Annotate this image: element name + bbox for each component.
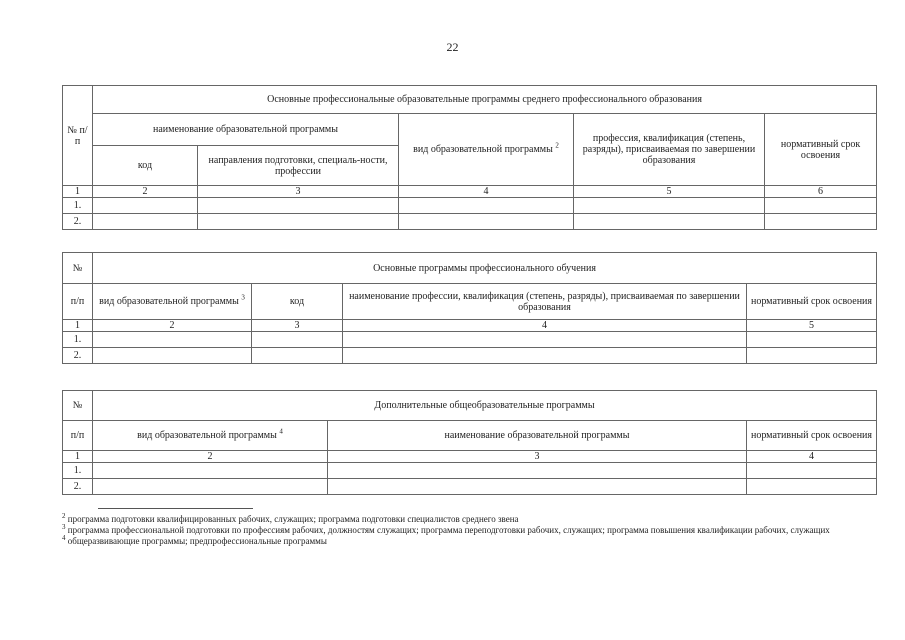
table-cell xyxy=(765,198,877,214)
table-cell xyxy=(252,332,343,348)
col-number: 4 xyxy=(747,451,877,463)
col-number: 5 xyxy=(574,186,765,198)
table-cell xyxy=(399,198,574,214)
col-number: 2 xyxy=(93,186,198,198)
table-cell xyxy=(747,348,877,364)
table-cell xyxy=(574,214,765,230)
table-cell xyxy=(93,214,198,230)
table-cell xyxy=(93,463,328,479)
program-type-header: вид образовательной программы $^4$ xyxy=(93,421,328,451)
vocational-training-table xyxy=(62,252,877,364)
row-number-header-bottom: п/п xyxy=(63,284,93,320)
footnote: $^4$ общеразвивающие программы; предпрофессиональные программы xyxy=(62,534,327,546)
col-number: 2 xyxy=(93,320,252,332)
spo-programs-table xyxy=(62,85,877,230)
footnote: $^3$ программа профессиональной подготовки по профессиям рабочих, должностям служащих; программа переподготовки рабочих, служащих; программа повышения квалификации рабочих, служащих xyxy=(62,523,830,535)
col-number: 4 xyxy=(343,320,747,332)
col-number: 1 xyxy=(63,186,93,198)
program-type-header: вид образовательной программы $^2$ xyxy=(399,114,574,186)
col-number: 6 xyxy=(765,186,877,198)
code-header: код xyxy=(93,146,198,186)
duration-header: нормативный срок освоения xyxy=(765,114,877,186)
table-title: Основные профессиональные образовательные программы среднего профессионального образования xyxy=(93,86,877,114)
table-cell xyxy=(93,198,198,214)
col-number: 4 xyxy=(399,186,574,198)
table-cell xyxy=(328,463,747,479)
duration-header: нормативный срок освоения xyxy=(747,284,877,320)
directions-header: направления подготовки, специаль-ности, профессии xyxy=(198,146,399,186)
footnotes xyxy=(62,514,862,547)
row-number: 1. xyxy=(63,463,93,479)
col-number: 3 xyxy=(252,320,343,332)
table-cell xyxy=(93,479,328,495)
row-number: 1. xyxy=(63,332,93,348)
table-cell xyxy=(328,479,747,495)
table-row xyxy=(63,348,877,364)
table-cell xyxy=(343,332,747,348)
table-row xyxy=(63,463,877,479)
row-number-header: № п/п xyxy=(63,86,93,186)
profession-header: наименование профессии, квалификация (степень, разряды), присваиваемая по завершении образования xyxy=(343,284,747,320)
table-cell xyxy=(765,214,877,230)
table-cell xyxy=(747,332,877,348)
table-row xyxy=(63,198,877,214)
col-number: 1 xyxy=(63,320,93,332)
col-number: 1 xyxy=(63,451,93,463)
row-number-header-bottom: п/п xyxy=(63,421,93,451)
duration-header: нормативный срок освоения xyxy=(747,421,877,451)
footnote: $^2$ программа подготовки квалифицированных рабочих, служащих; программа подготовки специалистов среднего звена xyxy=(62,512,519,524)
row-number: 1. xyxy=(63,198,93,214)
table-row xyxy=(63,214,877,230)
row-number-header-top: № xyxy=(63,391,93,421)
col-number: 5 xyxy=(747,320,877,332)
table-cell xyxy=(198,214,399,230)
additional-programs-table xyxy=(62,390,877,495)
table-cell xyxy=(198,198,399,214)
col-number: 3 xyxy=(328,451,747,463)
row-number-header-top: № xyxy=(63,253,93,284)
table-cell xyxy=(747,479,877,495)
table-row xyxy=(63,479,877,495)
row-number: 2. xyxy=(63,479,93,495)
col-number: 3 xyxy=(198,186,399,198)
table-cell xyxy=(343,348,747,364)
footnote-separator xyxy=(98,508,253,509)
qualification-header: профессия, квалификация (степень, разряды), присваиваемая по завершении образования xyxy=(574,114,765,186)
col-number: 2 xyxy=(93,451,328,463)
table-cell xyxy=(747,463,877,479)
code-header: код xyxy=(252,284,343,320)
table-title: Основные программы профессионального обучения xyxy=(93,253,877,284)
table-cell xyxy=(93,332,252,348)
table-cell xyxy=(399,214,574,230)
table-title: Дополнительные общеобразовательные программы xyxy=(93,391,877,421)
program-name-header: наименование образовательной программы xyxy=(328,421,747,451)
program-name-group-header: наименование образовательной программы xyxy=(93,114,399,146)
table-row xyxy=(63,332,877,348)
row-number: 2. xyxy=(63,214,93,230)
page-number: 22 xyxy=(446,40,459,54)
table-cell xyxy=(252,348,343,364)
table-cell xyxy=(574,198,765,214)
table-cell xyxy=(93,348,252,364)
row-number: 2. xyxy=(63,348,93,364)
program-type-header: вид образовательной программы $^3$ xyxy=(93,284,252,320)
